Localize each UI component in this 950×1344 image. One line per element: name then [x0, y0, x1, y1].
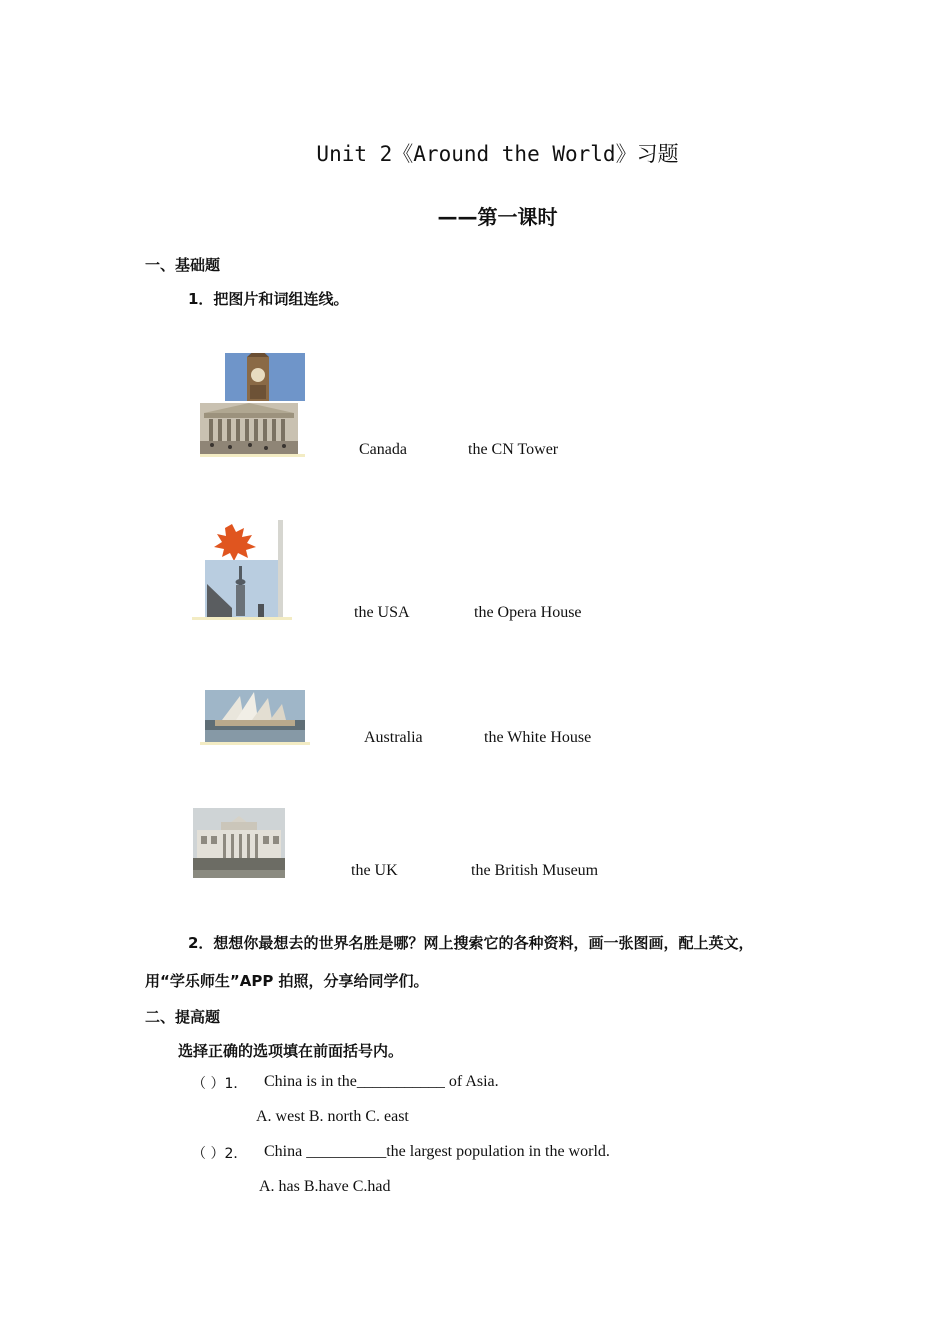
label-cn-tower: the CN Tower [468, 441, 559, 458]
mc-2-options: A. has B.have C.had [259, 1178, 391, 1195]
question-2-line-2: 用“学乐师生”APP 拍照，分享给同学们。 [145, 972, 429, 990]
maple-leaf-cn-tower-image [192, 520, 292, 620]
page-subtitle: ——第一课时 [437, 205, 558, 229]
opera-house-image [200, 690, 310, 745]
label-canada: Canada [359, 441, 407, 458]
mc-1-prefix: （ ）1． [192, 1076, 248, 1092]
label-white-house: the White House [484, 729, 592, 746]
label-opera-house: the Opera House [474, 604, 582, 621]
section-2-heading: 二、提高题 [145, 1008, 221, 1026]
label-the-uk: the UK [351, 862, 398, 879]
white-house-image [193, 808, 285, 878]
question-2-line-1: 2．想想你最想去的世界名胜是哪？网上搜索它的各种资料，画一张图画，配上英文， [188, 934, 754, 952]
mc-2-prefix: （ ）2． [192, 1146, 248, 1162]
section-2-instruction: 选择正确的选项填在前面括号内。 [178, 1042, 404, 1060]
label-british-museum: the British Museum [471, 862, 599, 879]
big-ben-museum-image [200, 353, 305, 457]
page-title: Unit 2《Around the World》习题 [316, 142, 679, 166]
question-1-instruction: 1．把图片和词组连线。 [188, 290, 349, 308]
mc-2-stem: China __________the largest population in the world. [264, 1143, 610, 1160]
mc-1-options: A. west B. north C. east [256, 1108, 409, 1125]
label-australia: Australia [364, 729, 423, 746]
mc-1-stem: China is in the___________ of Asia. [264, 1073, 499, 1090]
section-1-heading: 一、基础题 [145, 256, 221, 274]
label-the-usa: the USA [354, 604, 410, 621]
